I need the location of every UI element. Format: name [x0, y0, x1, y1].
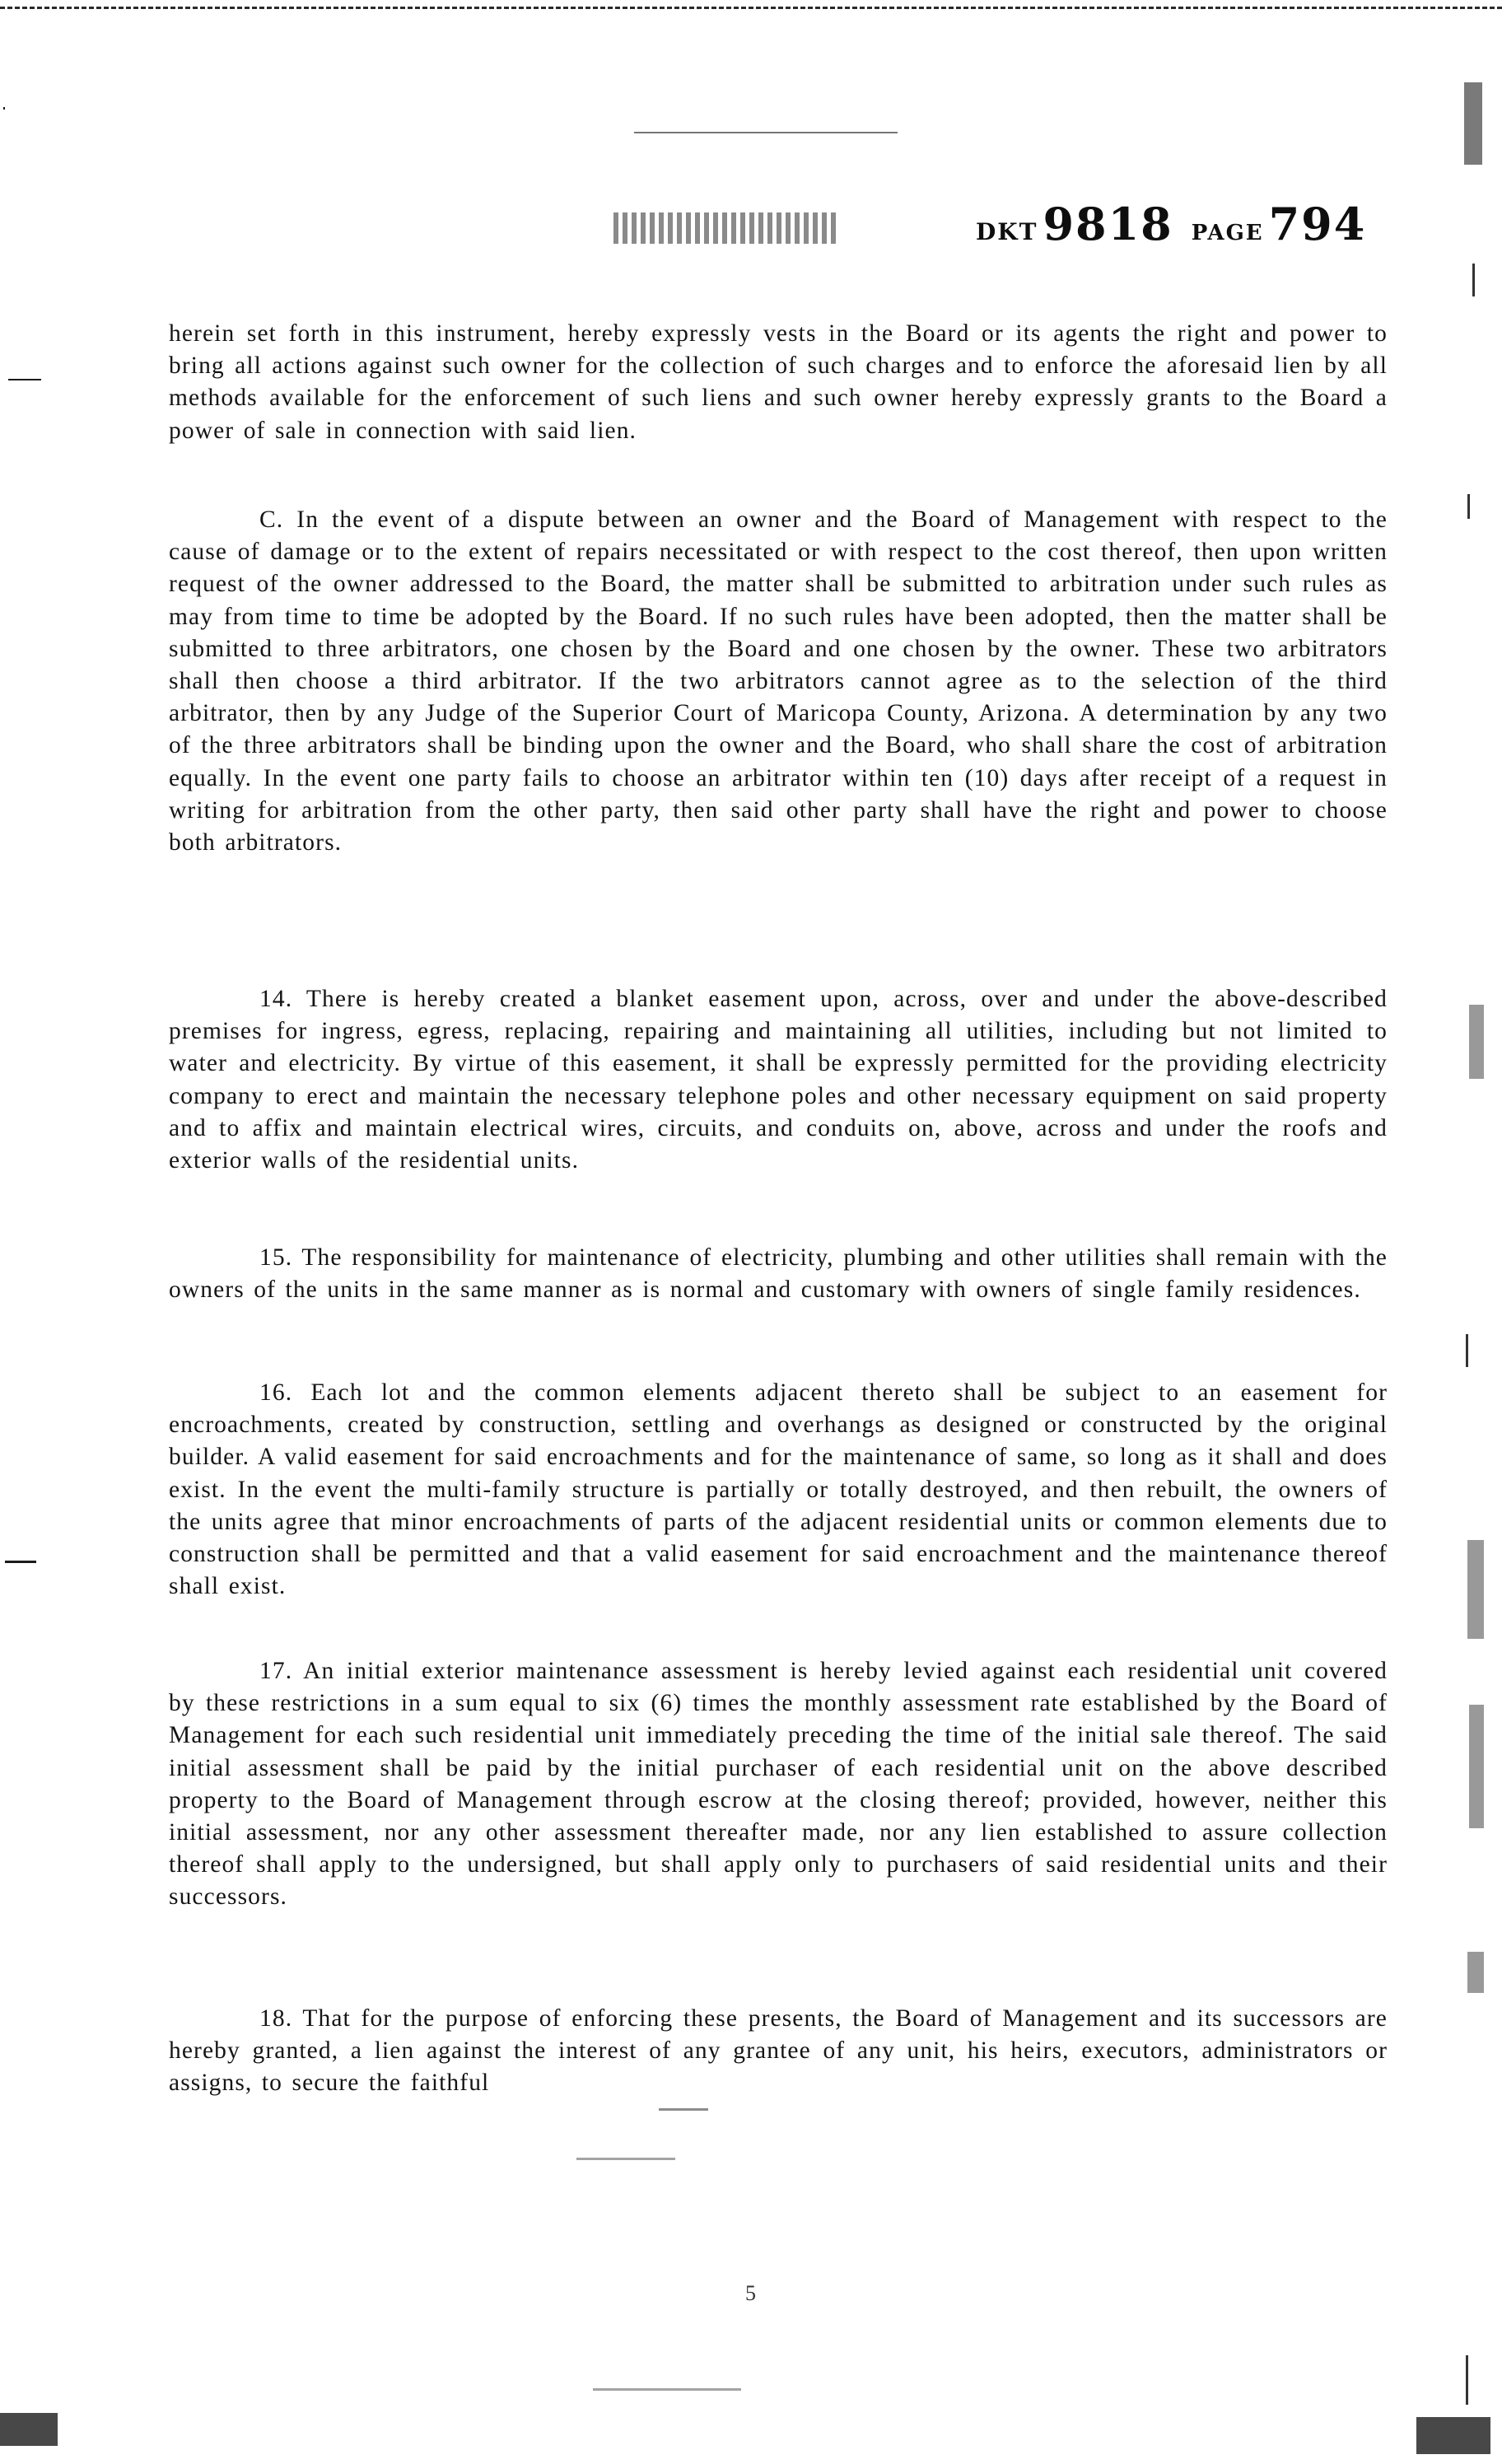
scan-speck [634, 132, 898, 133]
paragraph-17: 17. An initial exterior maintenance assessment is hereby levied against each residential unit covered by these restrictions in a sum equal to six (6) times the monthly assessment rate established by the Board of Management for each such residential unit immediately preceding the time of the initial sale thereof. The said initial assessment shall be paid by the initial purchaser of each residential unit on the above described property to the Board of Management through escrow at the closing thereof; provided, however, neither this initial assessment, nor any other assessment thereafter made, nor any lien established to assure collection thereof shall apply to the undersigned, but shall apply only to purchasers of said residential units and their successors. [169, 1658, 1388, 1911]
paragraph-15-block [169, 1242, 1388, 1306]
paragraph-14-block [169, 983, 1388, 1177]
scan-edge-strip [1458, 66, 1490, 2438]
docket-number: 9818 [1043, 198, 1173, 250]
paragraph-15: 15. The responsibility for maintenance of electricity, plumbing and other utilities shall remain with the owners of the units in the same manner as is normal and customary with owners of single family residences. [169, 1244, 1388, 1304]
scan-speck [3, 107, 5, 110]
paragraph-c-block [169, 504, 1388, 859]
paragraph-17-block [169, 1655, 1388, 1914]
paragraph-14: 14. There is hereby created a blanket easement upon, across, over and under the above-described premises for ingress, egress, replacing, repairing and maintaining all utilities, including but not limited to water and electricity. By virtue of this easement, it shall be expressly permitted for the providing electricity company to erect and maintain the necessary telephone poles and other necessary equipment on said property and to affix and maintain electrical wires, circuits, and conduits on, above, across and under the roofs and exterior walls of the residential units. [169, 986, 1388, 1174]
paragraph-16: 16. Each lot and the common elements adjacent thereto shall be subject to an easement for encroachments, created by construction, settling and overhangs as designed or constructed by the original builder. A valid easement for said encroachments and for the maintenance of same, so long as it shall and does exist. In the event the multi-family structure is partially or totally destroyed, and then rebuilt, the owners of the units agree that minor encroachments of parts of the adjacent residential units or common elements due to construction shall be permitted and that a valid easement for said encroachment and the maintenance thereof shall exist. [169, 1379, 1388, 1600]
scan-speck [8, 379, 41, 380]
intro-paragraph-block [169, 318, 1388, 447]
scan-speck [0, 2413, 58, 2446]
scan-speck [659, 2108, 708, 2111]
paragraph-18: 18. That for the purpose of enforcing these presents, the Board of Management and its successors are hereby granted, a lien against the interest of any grantee of any unit, his heirs, executors, administrators or assigns, to secure the faithful [169, 2005, 1388, 2097]
docket-stamp [976, 198, 1366, 250]
scan-top-border [0, 7, 1502, 12]
scan-speck [5, 1561, 36, 1563]
page-number: 794 [1268, 198, 1367, 250]
paragraph-16-block [169, 1377, 1388, 1603]
scan-speck [593, 2388, 741, 2391]
paragraph-18-block [169, 2003, 1388, 2100]
paragraph-c: C. In the event of a dispute between an owner and the Board of Management with respect to the cause of damage or to the extent of repairs necessitated or with respect to the cost thereof, then upon written request of the owner addressed to the Board, the matter shall be submitted to arbitration under such rules as may from time to time be adopted by the Board. If no such rules have been adopted, then the matter shall be submitted to three arbitrators, one chosen by the Board and one chosen by the owner. These two arbitrators shall then choose a third arbitrator. If the two arbitrators cannot agree as to the selection of the third arbitrator, then by any Judge of the Superior Court of Maricopa County, Arizona. A determination by any two of the three arbitrators shall be binding upon the owner and the Board, who shall share the cost of arbitration equally. In the event one party fails to choose an arbitrator within ten (10) days after receipt of a request in writing for arbitration from the other party, then said other party shall have the right and power to choose both arbitrators. [169, 506, 1388, 856]
redacted-smudge [613, 212, 836, 244]
page-label: PAGE [1191, 221, 1264, 245]
scan-speck [576, 2158, 675, 2160]
page-footer-marker: 5 [745, 2281, 756, 2305]
paragraph-intro: herein set forth in this instrument, hereby expressly vests in the Board or its agents the right and power to bring all actions against such owner for the collection of such charges and to enforce the aforesaid lien by all methods available for the enforcement of such liens and such owner hereby expressly grants to the Board a power of sale in connection with said lien. [169, 320, 1388, 444]
docket-label: DKT [976, 218, 1038, 245]
